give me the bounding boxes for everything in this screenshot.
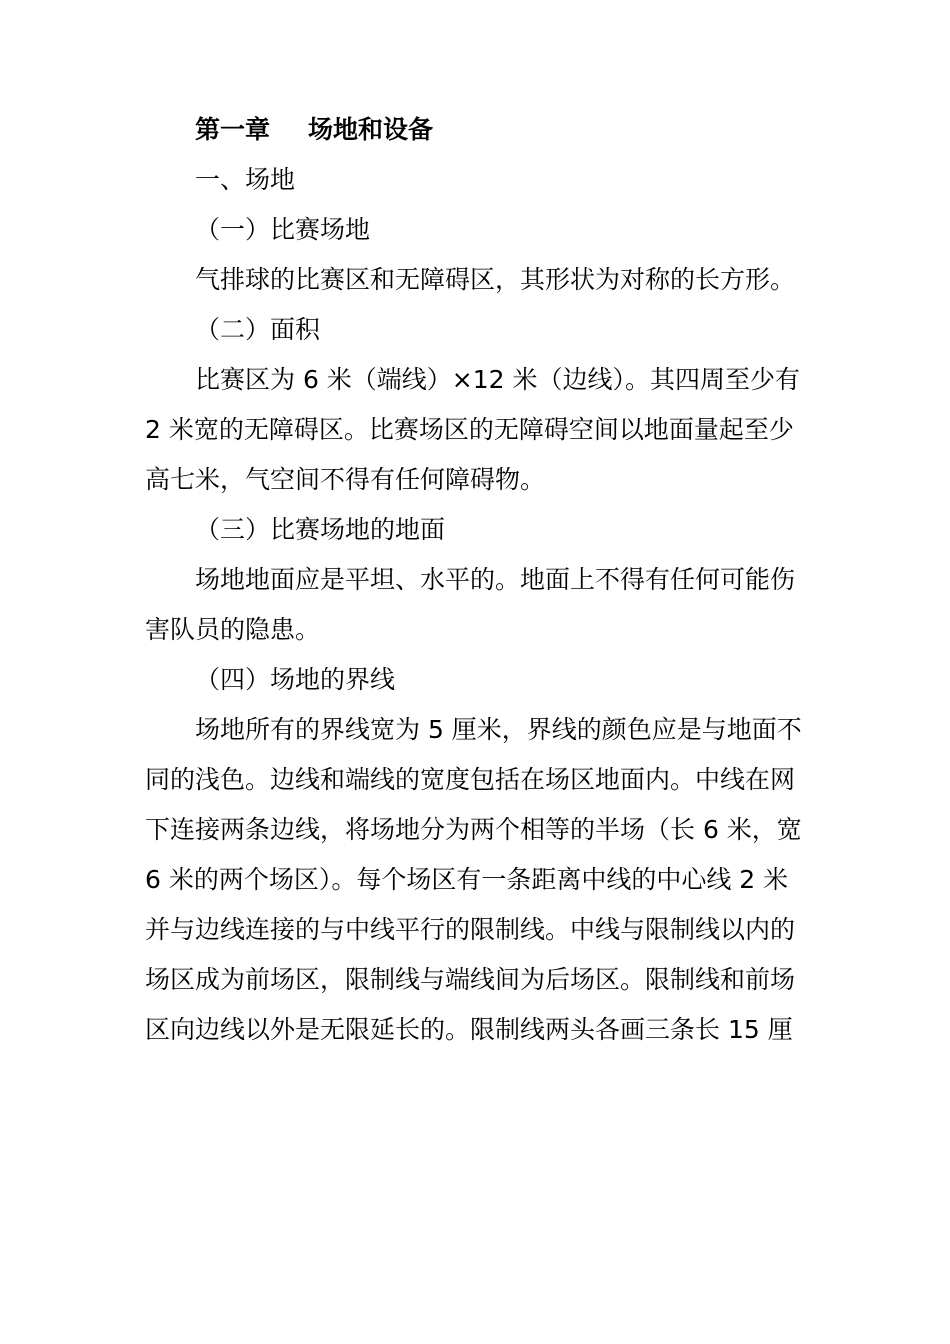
- paragraph-line: 2 米宽的无障碍区。比赛场区的无障碍空间以地面量起至少: [145, 415, 794, 444]
- paragraph-line: 同的浅色。边线和端线的宽度包括在场区地面内。中线在网: [145, 765, 796, 794]
- chapter-heading: [145, 105, 815, 155]
- paragraph-line: 区向边线以外是无限延长的。限制线两头各画三条长 15 厘: [145, 1015, 793, 1044]
- chapter-number: 第一章: [195, 115, 271, 144]
- document-body: [145, 105, 815, 1055]
- paragraph-line: 场地所有的界线宽为 5 厘米，界线的颜色应是与地面不: [195, 715, 802, 744]
- chapter-title: 场地和设备: [308, 115, 434, 144]
- subsection-heading: （二）面积: [195, 315, 321, 344]
- paragraph-line: 场地地面应是平坦、水平的。地面上不得有任何可能伤: [195, 565, 796, 594]
- paragraph-line: 6 米的两个场区）。每个场区有一条距离中线的中心线 2 米: [145, 865, 789, 894]
- subsection-heading: （三）比赛场地的地面: [195, 515, 446, 544]
- paragraph-line: 高七米，气空间不得有任何障碍物。: [145, 465, 546, 494]
- paragraph-line: 害队员的隐患。: [145, 615, 321, 644]
- paragraph-line: 气排球的比赛区和无障碍区，其形状为对称的长方形。: [195, 265, 796, 294]
- paragraph-line: 并与边线连接的与中线平行的限制线。中线与限制线以内的: [145, 915, 796, 944]
- paragraph-line: 比赛区为 6 米（端线）×12 米（边线）。其四周至少有: [195, 365, 801, 394]
- subsection-heading: （四）场地的界线: [195, 665, 396, 694]
- section-heading: 一、场地: [195, 165, 296, 194]
- subsection-heading: （一）比赛场地: [195, 215, 371, 244]
- paragraph-line: 场区成为前场区，限制线与端线间为后场区。限制线和前场: [145, 965, 796, 994]
- paragraph-line: 下连接两条边线，将场地分为两个相等的半场（长 6 米，宽: [145, 815, 802, 844]
